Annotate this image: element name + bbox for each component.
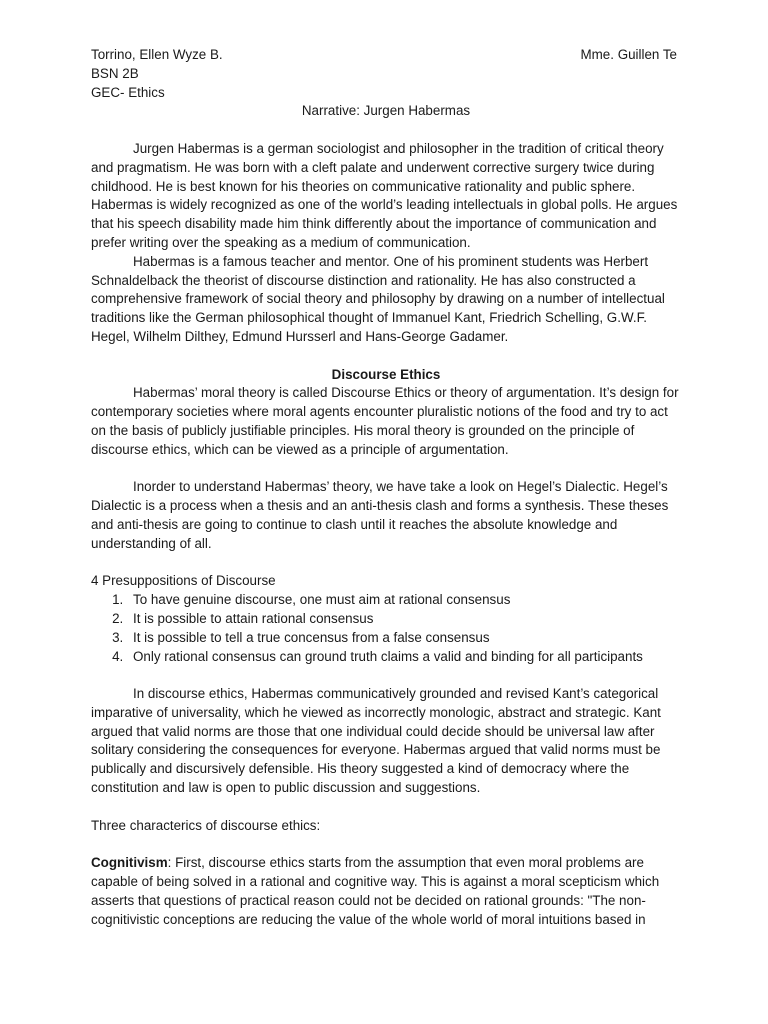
subject-label: GEC- Ethics — [91, 84, 165, 100]
cognitivism-term: Cognitivism — [91, 855, 168, 871]
paragraph-kant: In discourse ethics, Habermas communicatively grounded and revised Kant’s categorical imparative of universality, which he viewed as incorrectly monologic, abstract and strategic. Kant argued that valid norms are those that one individual could decide should be universal law after solitary considering the consequences for everyone. Habermas argued that valid norms must be publically and discursively defensible. His theory suggested a kind of democracy where the constitution and law is open to public discussion and suggestions. — [91, 686, 661, 796]
paragraph-characteristics: Three characterics of discourse ethics: — [91, 817, 321, 833]
instructor-name: Mme. Guillen Te — [580, 47, 677, 62]
header-row — [91, 46, 681, 65]
document-title: Narrative: Jurgen Habermas — [301, 103, 471, 119]
paragraph-moral-theory: Habermas’ moral theory is called Discourse Ethics or theory of argumentation. It’s design for contemporary societies where moral agents encounter pluralistic notions of the food and try to act on the basis of publicly justifiable principles. His moral theory is grounded on the principle of discourse ethics, which can be viewed as a principle of argumentation. — [91, 385, 679, 457]
paragraph-intro: Jurgen Habermas is a german sociologist and philosopher in the tradition of critical theory and pragmatism. He was born with a cleft palate and underwent corrective surgery twice during childhood. He is best known for his theories on communicative rationality and public sphere. Habermas is widely recognized as one of the world’s leading intellectuals in global polls. He argues that his speech disability made him think differently about the importance of communication and prefer writing over the speaking as a medium of communication. — [91, 140, 678, 250]
course-label: BSN 2B — [91, 65, 139, 81]
list-item: 4. Only rational consensus can ground truth claims a valid and binding for all participants — [127, 648, 681, 667]
author-name: Torrino, Ellen Wyze B. — [91, 47, 223, 62]
section-heading: Discourse Ethics — [331, 366, 441, 382]
cognitivism-text: : First, discourse ethics starts from the assumption that even moral problems are capable of being solved in a rational and cognitive way. This is against a moral scepticism which asserts that questions of practical reason could not be decided on rational grounds: "The non-cognitivistic conceptions are reducing the value of the whole world of moral intuitions based in — [91, 855, 660, 927]
presuppositions-list — [91, 591, 681, 666]
list-item: 1. To have genuine discourse, one must aim at rational consensus — [127, 591, 681, 610]
document-page — [91, 46, 681, 929]
paragraph-dialectic: Inorder to understand Habermas’ theory, we have take a look on Hegel’s Dialectic. Hegel’s Dialectic is a process when a thesis and an anti-thesis clash and forms a synthesis. These theses and anti-thesis are going to continue to clash until it reaches the absolute knowledge and understanding of all. — [91, 479, 669, 551]
list-item: 3. It is possible to tell a true concensus from a false consensus — [127, 629, 681, 648]
list-item: 2. It is possible to attain rational consensus — [127, 610, 681, 629]
paragraph-mentor: Habermas is a famous teacher and mentor. One of his prominent students was Herbert Schnaldelback the theorist of discourse distinction and rationality. He has also constructed a comprehensive framework of social theory and philosophy by drawing on a number of intellectual traditions like the German philosophical thought of Immanuel Kant, Friedrich Schelling, G.W.F. Hegel, Wilhelm Dilthey, Edmund Hursserl and Hans-George Gadamer. — [91, 253, 665, 344]
list-heading: 4 Presuppositions of Discourse — [91, 573, 276, 589]
paragraph-cognitivism — [91, 854, 681, 929]
